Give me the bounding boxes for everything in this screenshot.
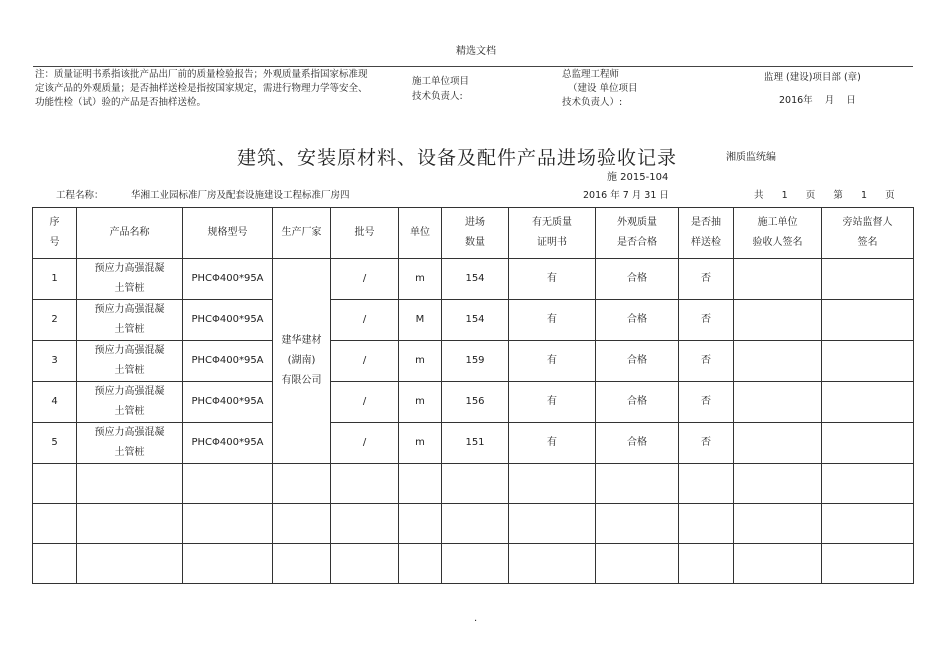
cell-construction-sign [734, 259, 822, 300]
construction-signoff [412, 74, 469, 104]
note-line: 定该产品的外观质量；是否抽样送检是指按国家规定，需进行物理力学等安全、 [35, 83, 368, 94]
cell-supervisor-sign [822, 300, 914, 341]
table-row-empty [33, 544, 914, 584]
cell-appearance: 合格 [596, 259, 679, 300]
cell-unit: m [399, 423, 442, 464]
cell-no: 5 [33, 423, 77, 464]
cell-qty: 154 [442, 259, 509, 300]
cell-product: 预应力高强混凝 土管桩 [77, 300, 183, 341]
cell-product: 预应力高强混凝 土管桩 [77, 382, 183, 423]
form-code: 施 2015-104 [607, 172, 669, 183]
cell-construction-sign [734, 341, 822, 382]
project-label: 工程名称： [56, 190, 104, 201]
col-header-construction-sign: 施工单位 验收人签名 [734, 208, 822, 259]
table-row [33, 423, 914, 464]
table-row [33, 259, 914, 300]
col-header-product: 产品名称 [77, 208, 183, 259]
table-row [33, 341, 914, 382]
col-header-manufacturer: 生产厂家 [273, 208, 331, 259]
cell-qty: 151 [442, 423, 509, 464]
page-header: 精选文档 [456, 46, 496, 57]
cell-appearance: 合格 [596, 423, 679, 464]
header-divider [33, 66, 913, 67]
cell-qty: 159 [442, 341, 509, 382]
cell-supervisor-sign [822, 259, 914, 300]
cell-cert: 有 [509, 300, 596, 341]
cell-sampled: 否 [679, 259, 734, 300]
signoff-line: 总监理工程师 [562, 69, 620, 80]
col-header-supervisor-sign: 旁站监督人 签名 [822, 208, 914, 259]
signoff-line: 技术负责人: [412, 91, 463, 102]
cell-batch: / [331, 382, 399, 423]
cell-no: 4 [33, 382, 77, 423]
cell-appearance: 合格 [596, 382, 679, 423]
cell-no: 2 [33, 300, 77, 341]
col-header-sampled: 是否抽 样送检 [679, 208, 734, 259]
signoff-line: （建设 单位项目 [568, 83, 638, 94]
cell-manufacturer: 建华建材 (湖南) 有限公司 [273, 259, 331, 464]
note-line: 功能性检（试）验的产品是否抽样送检。 [35, 97, 207, 108]
cell-batch: / [331, 423, 399, 464]
col-header-unit: 单位 [399, 208, 442, 259]
page-info: 共 1 页 第 1 页 [754, 190, 895, 201]
supervisor-signoff [562, 68, 638, 110]
cell-construction-sign [734, 423, 822, 464]
cell-supervisor-sign [822, 423, 914, 464]
cell-sampled: 否 [679, 300, 734, 341]
col-header-spec: 规格型号 [183, 208, 273, 259]
table-row-empty [33, 504, 914, 544]
cell-no: 1 [33, 259, 77, 300]
table-row-empty [33, 464, 914, 504]
cell-construction-sign [734, 382, 822, 423]
cell-construction-sign [734, 300, 822, 341]
col-header-cert: 有无质量 证明书 [509, 208, 596, 259]
cell-unit: m [399, 259, 442, 300]
cell-supervisor-sign [822, 341, 914, 382]
cell-cert: 有 [509, 341, 596, 382]
acceptance-table [32, 207, 914, 584]
signoff-line: 技术负责人）: [562, 97, 623, 108]
cell-spec: PHCΦ400*95A [183, 382, 273, 423]
cell-spec: PHCΦ400*95A [183, 341, 273, 382]
cell-spec: PHCΦ400*95A [183, 259, 273, 300]
cell-sampled: 否 [679, 382, 734, 423]
cell-qty: 154 [442, 300, 509, 341]
cell-batch: / [331, 300, 399, 341]
document-title: 建筑、安装原材料、设备及配件产品进场验收记录 [237, 147, 678, 169]
col-header-appearance: 外观质量 是否合格 [596, 208, 679, 259]
project-name: 华湘工业园标准厂房及配套设施建设工程标准厂房四 [131, 190, 350, 201]
cell-product: 预应力高强混凝 土管桩 [77, 259, 183, 300]
col-header-no: 序 号 [33, 208, 77, 259]
cell-product: 预应力高强混凝 土管桩 [77, 341, 183, 382]
cell-batch: / [331, 259, 399, 300]
table-row [33, 382, 914, 423]
cell-spec: PHCΦ400*95A [183, 423, 273, 464]
editor-label: 湘质监统编 [726, 152, 776, 163]
cell-no: 3 [33, 341, 77, 382]
signoff-line: 施工单位项目 [412, 76, 470, 87]
cell-supervisor-sign [822, 382, 914, 423]
col-header-qty: 进场 数量 [442, 208, 509, 259]
table-row [33, 300, 914, 341]
cell-appearance: 合格 [596, 341, 679, 382]
cell-cert: 有 [509, 382, 596, 423]
dept-seal: 监理 (建设)项目部 (章) [764, 72, 861, 83]
cell-sampled: 否 [679, 423, 734, 464]
footer-mark: . [474, 613, 478, 624]
record-date: 2016 年 7 月 31 日 [583, 190, 669, 201]
cell-cert: 有 [509, 423, 596, 464]
cell-unit: m [399, 341, 442, 382]
sign-date: 2016年 月 日 [779, 95, 856, 106]
cell-cert: 有 [509, 259, 596, 300]
note [35, 68, 368, 110]
cell-spec: PHCΦ400*95A [183, 300, 273, 341]
cell-qty: 156 [442, 382, 509, 423]
col-header-batch: 批号 [331, 208, 399, 259]
cell-unit: m [399, 382, 442, 423]
cell-appearance: 合格 [596, 300, 679, 341]
note-line: 注：质量证明书系指该批产品出厂前的质量检验报告；外观质量系指国家标准现 [35, 69, 368, 80]
table-header-row [33, 208, 914, 259]
cell-product: 预应力高强混凝 土管桩 [77, 423, 183, 464]
cell-batch: / [331, 341, 399, 382]
cell-sampled: 否 [679, 341, 734, 382]
cell-unit: M [399, 300, 442, 341]
